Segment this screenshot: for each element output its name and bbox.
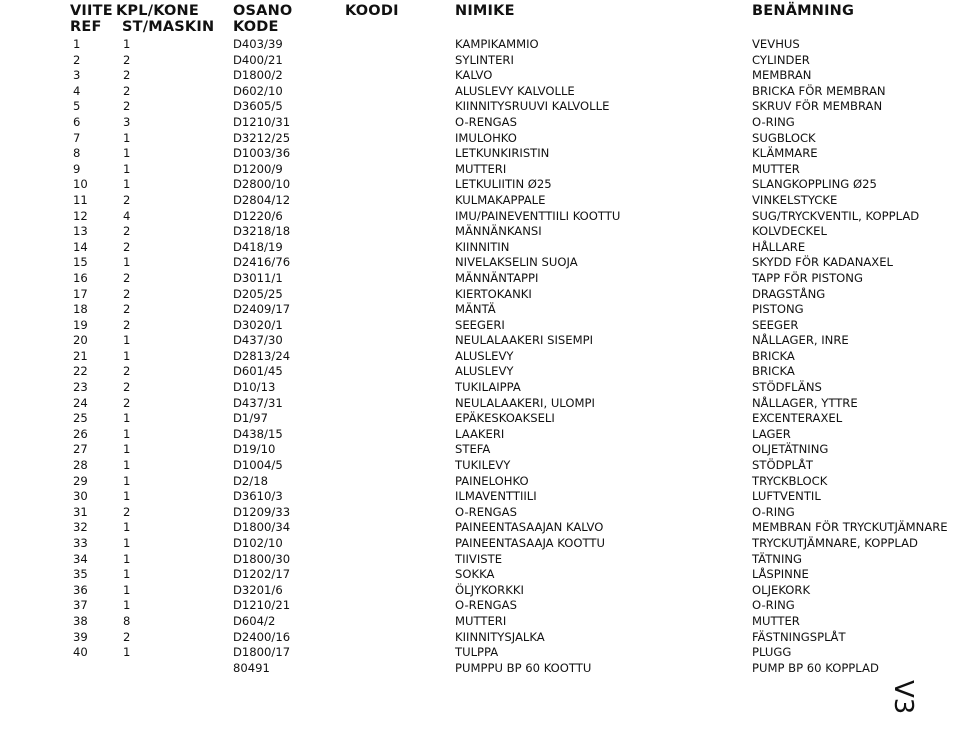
part-name-sv: PISTONG	[752, 302, 804, 317]
part-name-fi: MÄNNÄNKANSI	[455, 224, 542, 239]
part-name-sv: SEEGER	[752, 317, 799, 332]
part-quantity: 8	[123, 613, 131, 628]
table-row	[0, 333, 960, 349]
header-koodi: KOODI	[345, 3, 399, 19]
part-ref: 16	[73, 270, 88, 285]
part-name-fi: O-RENGAS	[455, 598, 517, 613]
part-quantity: 2	[123, 317, 131, 332]
part-name-fi: TUKILAIPPA	[455, 380, 521, 395]
part-quantity: 2	[123, 224, 131, 239]
part-code: D602/10	[233, 83, 283, 98]
part-quantity: 2	[123, 302, 131, 317]
table-row	[0, 661, 960, 677]
part-code: 80491	[233, 660, 270, 675]
table-row	[0, 177, 960, 193]
part-ref: 39	[73, 629, 88, 644]
part-name-fi: ILMAVENTTIILI	[455, 489, 537, 504]
part-ref: 14	[73, 239, 88, 254]
part-name-fi: KIINNITYSRUUVI KALVOLLE	[455, 99, 610, 114]
part-code: D2800/10	[233, 177, 291, 192]
part-name-sv: CYLINDER	[752, 52, 810, 67]
part-quantity: 2	[123, 99, 131, 114]
part-ref: 34	[73, 551, 88, 566]
part-code: D1210/21	[233, 598, 291, 613]
part-ref: 29	[73, 473, 88, 488]
part-name-fi: PAINEENTASAAJA KOOTTU	[455, 536, 605, 550]
part-ref: 13	[73, 224, 88, 239]
part-name-fi: KULMAKAPPALE	[455, 192, 546, 207]
part-name-sv: TÄTNING	[752, 551, 803, 566]
part-quantity: 2	[123, 68, 131, 83]
header-qty	[116, 3, 214, 35]
part-name-sv: SUG/TRYCKVENTIL, KOPPLAD	[752, 208, 920, 223]
part-ref: 7	[73, 130, 81, 145]
part-ref: 33	[73, 536, 88, 550]
header-name-fi: NIMIKE	[455, 3, 515, 19]
table-row	[0, 162, 960, 178]
part-ref: 17	[73, 286, 88, 301]
part-ref: 38	[73, 613, 88, 628]
table-row	[0, 458, 960, 474]
part-name-fi: TULPPA	[455, 645, 499, 660]
table-row	[0, 271, 960, 287]
part-name-sv: SKYDD FÖR KADANAXEL	[752, 255, 894, 270]
part-ref: 2	[73, 52, 81, 67]
table-row	[0, 53, 960, 69]
part-ref: 3	[73, 68, 81, 83]
part-quantity: 1	[123, 582, 131, 597]
part-name-fi: LETKUNKIRISTIN	[455, 146, 550, 161]
part-ref: 37	[73, 598, 88, 613]
part-code: D2400/16	[233, 629, 291, 644]
part-code: D205/25	[233, 286, 283, 301]
table-row	[0, 318, 960, 334]
part-quantity: 2	[123, 395, 131, 410]
part-name-sv: PLUGG	[752, 645, 792, 660]
part-name-sv: LAGER	[752, 426, 791, 441]
part-ref: 8	[73, 146, 81, 161]
part-name-fi: O-RENGAS	[455, 114, 517, 129]
part-name-sv: MEMBRAN FÖR TRYCKUTJÄMNARE	[752, 520, 948, 535]
part-code: D1003/36	[233, 146, 291, 161]
table-row	[0, 131, 960, 147]
part-ref: 9	[73, 161, 81, 176]
part-name-sv: TRYCKUTJÄMNARE, KOPPLAD	[752, 536, 918, 550]
part-ref: 5	[73, 99, 81, 114]
part-name-fi: KALVO	[455, 68, 493, 83]
table-row	[0, 614, 960, 630]
part-name-sv: O-RING	[752, 114, 795, 129]
header-ref	[70, 3, 113, 35]
part-name-sv: EXCENTERAXEL	[752, 411, 843, 426]
part-name-sv: MUTTER	[752, 613, 800, 628]
part-code: D3020/1	[233, 317, 283, 332]
part-code: D10/13	[233, 380, 276, 395]
header-code-sv: KODE	[233, 19, 279, 35]
part-code: D403/39	[233, 37, 283, 51]
part-code: D437/31	[233, 395, 283, 410]
part-name-fi: LAAKERI	[455, 426, 505, 441]
part-name-fi: EPÄKESKOAKSELI	[455, 411, 555, 426]
table-row	[0, 302, 960, 318]
part-name-sv: KLÄMMARE	[752, 146, 818, 161]
part-name-sv: NÅLLAGER, YTTRE	[752, 395, 858, 410]
table-row	[0, 349, 960, 365]
part-ref: 18	[73, 302, 88, 317]
part-ref: 11	[73, 192, 88, 207]
part-quantity: 1	[123, 411, 131, 426]
table-row	[0, 193, 960, 209]
part-code: D3201/6	[233, 582, 283, 597]
table-row	[0, 520, 960, 536]
part-name-fi: SEEGERI	[455, 317, 505, 332]
header-name-sv: BENÄMNING	[752, 3, 855, 19]
part-name-fi: TIIVISTE	[455, 551, 503, 566]
part-ref: 35	[73, 567, 88, 582]
part-name-fi: LETKULIITIN Ø25	[455, 177, 552, 192]
part-name-sv: VINKELSTYCKE	[752, 192, 838, 207]
part-name-fi: MÄNTÄ	[455, 302, 496, 317]
part-name-fi: MUTTERI	[455, 613, 507, 628]
part-quantity: 2	[123, 239, 131, 254]
part-code: D601/45	[233, 364, 283, 379]
part-name-sv: VEVHUS	[752, 37, 800, 51]
part-quantity: 1	[123, 348, 131, 363]
table-row	[0, 84, 960, 100]
part-quantity: 1	[123, 130, 131, 145]
part-quantity: 1	[123, 177, 131, 192]
part-name-fi: PUMPPU BP 60 KOOTTU	[455, 660, 592, 675]
part-name-fi: PAINEENTASAAJAN KALVO	[455, 520, 604, 535]
part-quantity: 2	[123, 83, 131, 98]
part-name-fi: PAINELOHKO	[455, 473, 529, 488]
part-code: D418/19	[233, 239, 283, 254]
part-code: D3610/3	[233, 489, 283, 504]
part-quantity: 4	[123, 208, 131, 223]
part-code: D438/15	[233, 426, 283, 441]
part-code: D1220/6	[233, 208, 283, 223]
table-row	[0, 380, 960, 396]
part-ref: 26	[73, 426, 88, 441]
part-code: D1/97	[233, 411, 268, 426]
part-quantity: 3	[123, 114, 131, 129]
part-quantity: 1	[123, 161, 131, 176]
part-quantity: 1	[123, 37, 131, 51]
table-row	[0, 411, 960, 427]
part-ref: 4	[73, 83, 81, 98]
part-code: D1210/31	[233, 114, 291, 129]
parts-table-body	[0, 37, 960, 676]
part-name-sv: HÅLLARE	[752, 239, 806, 254]
part-name-sv: STÖDFLÄNS	[752, 380, 822, 395]
table-row	[0, 552, 960, 568]
header-ref-sv: REF	[70, 19, 102, 35]
table-row	[0, 583, 960, 599]
part-name-fi: ALUSLEVY	[455, 364, 514, 379]
part-name-fi: IMU/PAINEVENTTIILI KOOTTU	[455, 208, 621, 223]
header-code-fi: OSANO	[233, 3, 293, 19]
part-ref: 23	[73, 380, 88, 395]
part-ref: 36	[73, 582, 88, 597]
table-row	[0, 68, 960, 84]
table-row	[0, 146, 960, 162]
header-qty-sv: ST/MASKIN	[122, 19, 215, 35]
table-row	[0, 209, 960, 225]
part-quantity: 1	[123, 536, 131, 550]
part-name-fi: SYLINTERI	[455, 52, 514, 67]
part-ref: 30	[73, 489, 88, 504]
part-quantity: 2	[123, 270, 131, 285]
part-code: D1800/34	[233, 520, 291, 535]
table-row	[0, 427, 960, 443]
part-ref: 19	[73, 317, 88, 332]
table-row	[0, 505, 960, 521]
page-version-label: V3	[888, 680, 918, 715]
part-name-sv: TRYCKBLOCK	[752, 473, 828, 488]
part-quantity: 1	[123, 426, 131, 441]
table-row	[0, 536, 960, 552]
part-code: D1004/5	[233, 458, 283, 473]
part-code: D1200/9	[233, 161, 283, 176]
part-name-sv: FÄSTNINGSPLÅT	[752, 629, 846, 644]
part-name-fi: STEFA	[455, 442, 491, 457]
part-ref: 20	[73, 333, 88, 348]
part-code: D2416/76	[233, 255, 291, 270]
table-row	[0, 115, 960, 131]
part-quantity: 2	[123, 192, 131, 207]
part-code: D3212/25	[233, 130, 291, 145]
part-code: D2409/17	[233, 302, 291, 317]
part-quantity: 1	[123, 598, 131, 613]
part-ref: 28	[73, 458, 88, 473]
part-name-sv: MUTTER	[752, 161, 800, 176]
part-quantity: 2	[123, 52, 131, 67]
part-ref: 15	[73, 255, 88, 270]
part-name-sv: O-RING	[752, 598, 795, 613]
table-row	[0, 396, 960, 412]
part-code: D1800/2	[233, 68, 283, 83]
part-code: D1209/33	[233, 504, 291, 519]
part-code: D19/10	[233, 442, 276, 457]
part-ref: 12	[73, 208, 88, 223]
table-row	[0, 567, 960, 583]
part-name-sv: STÖDPLÅT	[752, 458, 813, 473]
part-ref: 32	[73, 520, 88, 535]
table-row	[0, 474, 960, 490]
table-row	[0, 224, 960, 240]
part-name-sv: DRAGSTÅNG	[752, 286, 826, 301]
part-ref: 21	[73, 348, 88, 363]
part-quantity: 1	[123, 458, 131, 473]
part-name-sv: BRICKA	[752, 348, 795, 363]
part-code: D3605/5	[233, 99, 283, 114]
table-row	[0, 489, 960, 505]
part-name-sv: NÅLLAGER, INRE	[752, 333, 849, 348]
part-name-sv: PUMP BP 60 KOPPLAD	[752, 660, 879, 675]
part-ref: 6	[73, 114, 81, 129]
part-name-sv: KOLVDECKEL	[752, 224, 827, 239]
part-name-sv: SLANGKOPPLING Ø25	[752, 177, 877, 192]
table-row	[0, 364, 960, 380]
part-ref: 10	[73, 177, 88, 192]
part-code: D400/21	[233, 52, 283, 67]
part-code: D3218/18	[233, 224, 291, 239]
table-row	[0, 255, 960, 271]
part-name-fi: SOKKA	[455, 567, 495, 582]
part-quantity: 1	[123, 146, 131, 161]
part-quantity: 1	[123, 645, 131, 660]
part-quantity: 2	[123, 286, 131, 301]
part-quantity: 1	[123, 473, 131, 488]
header-code	[233, 3, 292, 35]
header-qty-fi: KPL/KONE	[116, 3, 199, 19]
part-code: D2/18	[233, 473, 268, 488]
part-ref: 1	[73, 37, 81, 51]
part-ref: 31	[73, 504, 88, 519]
part-name-fi: ÖLJYKORKKI	[455, 582, 524, 597]
part-name-fi: MÄNNÄNTAPPI	[455, 270, 539, 285]
part-quantity: 1	[123, 520, 131, 535]
part-name-sv: LUFTVENTIL	[752, 489, 821, 504]
table-row	[0, 287, 960, 303]
part-name-sv: BRICKA	[752, 364, 795, 379]
part-name-fi: NEULALAAKERI SISEMPI	[455, 333, 594, 348]
part-code: D437/30	[233, 333, 283, 348]
part-name-fi: KIINNITYSJALKA	[455, 629, 545, 644]
part-name-fi: ALUSLEVY	[455, 348, 514, 363]
part-name-fi: NIVELAKSELIN SUOJA	[455, 255, 578, 270]
part-name-sv: TAPP FÖR PISTONG	[752, 270, 863, 285]
part-name-fi: NEULALAAKERI, ULOMPI	[455, 395, 595, 410]
part-quantity: 2	[123, 380, 131, 395]
header-ref-fi: VIITE	[70, 3, 113, 19]
part-name-sv: OLJEKORK	[752, 582, 811, 597]
part-quantity: 1	[123, 489, 131, 504]
part-name-sv: BRICKA FÖR MEMBRAN	[752, 83, 886, 98]
part-code: D3011/1	[233, 270, 283, 285]
table-row	[0, 645, 960, 661]
part-quantity: 2	[123, 629, 131, 644]
table-row	[0, 240, 960, 256]
part-quantity: 2	[123, 504, 131, 519]
part-name-sv: SUGBLOCK	[752, 130, 816, 145]
table-row	[0, 598, 960, 614]
part-quantity: 1	[123, 333, 131, 348]
table-row	[0, 442, 960, 458]
table-row	[0, 99, 960, 115]
part-name-fi: ALUSLEVY KALVOLLE	[455, 83, 575, 98]
part-ref: 27	[73, 442, 88, 457]
part-code: D1800/17	[233, 645, 291, 660]
part-ref: 25	[73, 411, 88, 426]
part-name-fi: IMULOHKO	[455, 130, 517, 145]
part-quantity: 1	[123, 442, 131, 457]
part-quantity: 2	[123, 364, 131, 379]
part-name-fi: MUTTERI	[455, 161, 507, 176]
part-ref: 22	[73, 364, 88, 379]
part-name-fi: KAMPIKAMMIO	[455, 37, 539, 51]
part-name-fi: TUKILEVY	[455, 458, 511, 473]
part-quantity: 1	[123, 567, 131, 582]
part-quantity: 1	[123, 551, 131, 566]
part-name-fi: O-RENGAS	[455, 504, 517, 519]
part-ref: 40	[73, 645, 88, 660]
part-code: D2813/24	[233, 348, 291, 363]
part-code: D1202/17	[233, 567, 291, 582]
part-name-sv: LÅSPINNE	[752, 567, 809, 582]
part-ref: 24	[73, 395, 88, 410]
part-code: D604/2	[233, 613, 276, 628]
table-row	[0, 630, 960, 646]
part-name-fi: KIINNITIN	[455, 239, 510, 254]
part-name-fi: KIERTOKANKI	[455, 286, 532, 301]
part-name-sv: O-RING	[752, 504, 795, 519]
part-code: D1800/30	[233, 551, 291, 566]
part-quantity: 1	[123, 255, 131, 270]
part-code: D102/10	[233, 536, 283, 550]
part-name-sv: OLJETÄTNING	[752, 442, 829, 457]
part-name-sv: MEMBRAN	[752, 68, 812, 83]
part-name-sv: SKRUV FÖR MEMBRAN	[752, 99, 883, 114]
table-row	[0, 37, 960, 53]
part-code: D2804/12	[233, 192, 291, 207]
